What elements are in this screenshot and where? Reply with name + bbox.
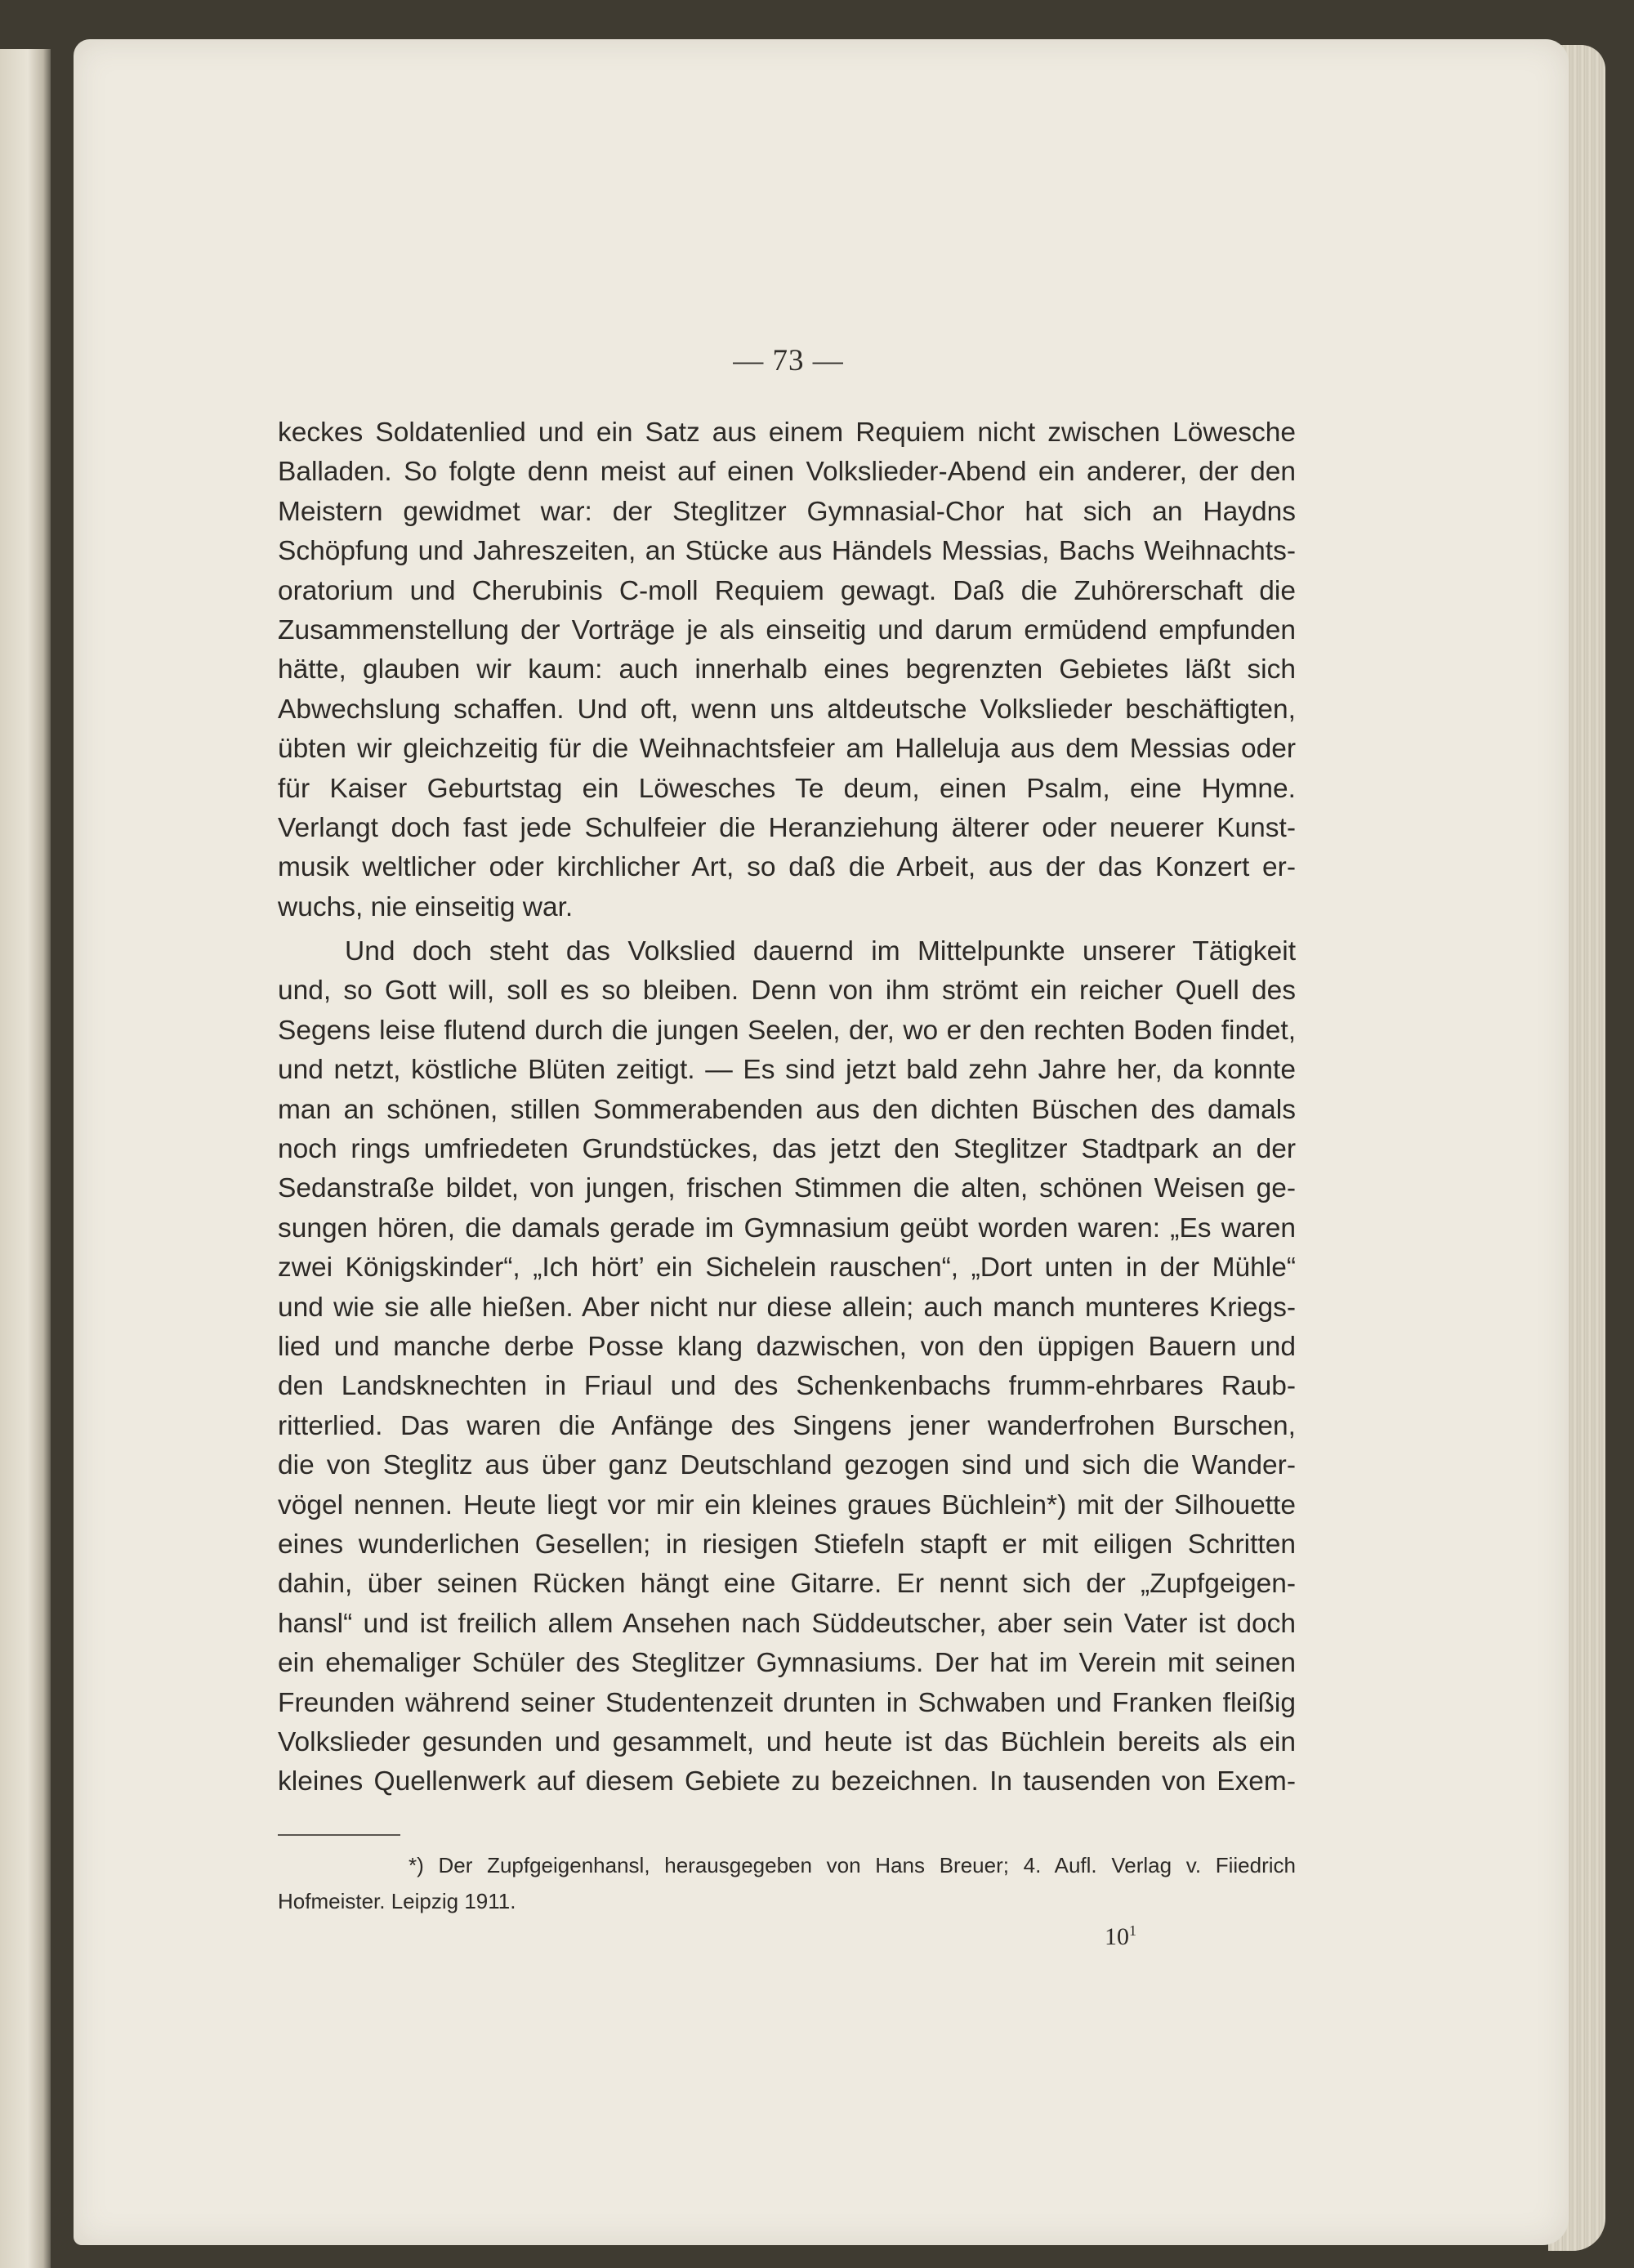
text-line: noch rings umfriedeten Grundstückes, das jetzt den Steglitzer Stadtpark an der: [278, 1134, 1296, 1165]
footnote-rule: [278, 1834, 400, 1836]
text-line: oratorium und Cherubinis C-moll Requiem gewagt. Daß die Zuhörerschaft die: [278, 575, 1296, 606]
text-line: ritterlied. Das waren die Anfänge des Singens jener wanderfrohen Burschen,: [278, 1410, 1296, 1441]
text-line: Abwechslung schaffen. Und oft, wenn uns altdeutsche Volkslieder beschäftigten,: [278, 694, 1296, 725]
text-line: Sedanstraße bildet, von jungen, frischen Stimmen die alten, schönen Weisen ge-: [278, 1173, 1296, 1204]
text-line: wuchs, nie einseitig war.: [278, 891, 574, 922]
signature-base: 10: [1105, 1923, 1129, 1950]
text-line: lied und manche derbe Posse klang dazwischen, von den üppigen Bauern und: [278, 1331, 1296, 1362]
text-line: musik weltlicher oder kirchlicher Art, so daß die Arbeit, aus der das Konzert er-: [278, 852, 1296, 883]
text-line: den Landsknechten in Friaul und des Schenkenbachs frumm-ehrbares Raub-: [278, 1371, 1296, 1402]
text-line: und netzt, köstliche Blüten zeitigt. — Es sind jetzt bald zehn Jahre her, da konnte: [278, 1055, 1296, 1086]
body-text: [278, 413, 1296, 1802]
text-line: und, so Gott will, soll es so bleiben. Denn von ihm strömt ein reicher Quell des: [278, 976, 1296, 1007]
text-line: man an schönen, stillen Sommerabenden aus den dichten Büschen des damals: [278, 1094, 1296, 1125]
text-line: Schöpfung und Jahreszeiten, an Stücke aus Händels Messias, Bachs Weihnachts-: [278, 536, 1296, 567]
text-line: dahin, über seinen Rücken hängt eine Gitarre. Er nennt sich der „Zupfgeigen-: [278, 1569, 1296, 1600]
left-page-edge: [0, 49, 51, 2268]
text-line: für Kaiser Geburtstag ein Löwesches Te deum, einen Psalm, eine Hymne.: [278, 773, 1296, 804]
signature-mark: [1105, 1922, 1136, 1951]
text-line: Segens leise flutend durch die jungen Seelen, der, wo er den rechten Boden findet,: [278, 1015, 1296, 1046]
paragraph-2: [278, 932, 1296, 1802]
text-line: hätte, glauben wir kaum: auch innerhalb eines begrenzten Gebietes läßt sich: [278, 654, 1296, 685]
text-line: Verlangt doch fast jede Schulfeier die Heranziehung älterer oder neuerer Kunst-: [278, 812, 1296, 843]
text-line: Freunden während seiner Studentenzeit drunten in Schwaben und Franken fleißig: [278, 1687, 1296, 1718]
paragraph-1: [278, 413, 1296, 927]
text-line: Volkslieder gesunden und gesammelt, und heute ist das Büchlein bereits als ein: [278, 1726, 1296, 1757]
footnote: [278, 1847, 1296, 1919]
footnote-line: *) Der Zupfgeigenhansl, herausgegeben von Hans Breuer; 4. Aufl. Verlag v. Fiiedrich: [408, 1853, 1296, 1877]
text-line: keckes Soldatenlied und ein Satz aus einem Requiem nicht zwischen Löwesche: [278, 417, 1296, 448]
text-line: eines wunderlichen Gesellen; in riesigen Stiefeln stapft er mit eiligen Schritten: [278, 1529, 1296, 1560]
page-number: — 73 —: [733, 344, 844, 377]
text-line: vögel nennen. Heute liegt vor mir ein kleines graues Büchlein*) mit der Silhouette: [278, 1489, 1296, 1520]
text-line: Zusammenstellung der Vorträge je als einseitig und darum ermüdend empfunden: [278, 614, 1296, 645]
text-line: die von Steglitz aus über ganz Deutschland gezogen sind und sich die Wander-: [278, 1450, 1296, 1481]
text-line: ein ehemaliger Schüler des Steglitzer Gymnasiums. Der hat im Verein mit seinen: [278, 1648, 1296, 1679]
footnote-line: Hofmeister. Leipzig 1911.: [278, 1889, 516, 1913]
text-line: sungen hören, die damals gerade im Gymnasium geübt worden waren: „Es waren: [278, 1212, 1296, 1243]
text-line: Balladen. So folgte denn meist auf einen Volkslieder-Abend ein anderer, der den: [278, 457, 1296, 488]
text-line: Meistern gewidmet war: der Steglitzer Gymnasial-Chor hat sich an Haydns: [278, 496, 1296, 527]
signature-sup: 1: [1129, 1922, 1136, 1939]
text-line: und wie sie alle hießen. Aber nicht nur diese allein; auch manch munteres Kriegs-: [278, 1292, 1296, 1323]
text-line: übten wir gleichzeitig für die Weihnachtsfeier am Halleluja aus dem Messias oder: [278, 734, 1296, 765]
text-line: zwei Königskinder“, „Ich hört’ ein Sichelein rauschen“, „Dort unten in der Mühle“: [278, 1252, 1296, 1284]
text-line: hansl“ und ist freilich allem Ansehen nach Süddeutscher, aber sein Vater ist doch: [278, 1608, 1296, 1639]
text-line: kleines Quellenwerk auf diesem Gebiete zu bezeichnen. In tausenden von Exem-: [278, 1766, 1296, 1797]
book-page: [74, 39, 1569, 2245]
text-line: Und doch steht das Volkslied dauernd im Mittelpunkte unserer Tätigkeit: [345, 936, 1296, 967]
